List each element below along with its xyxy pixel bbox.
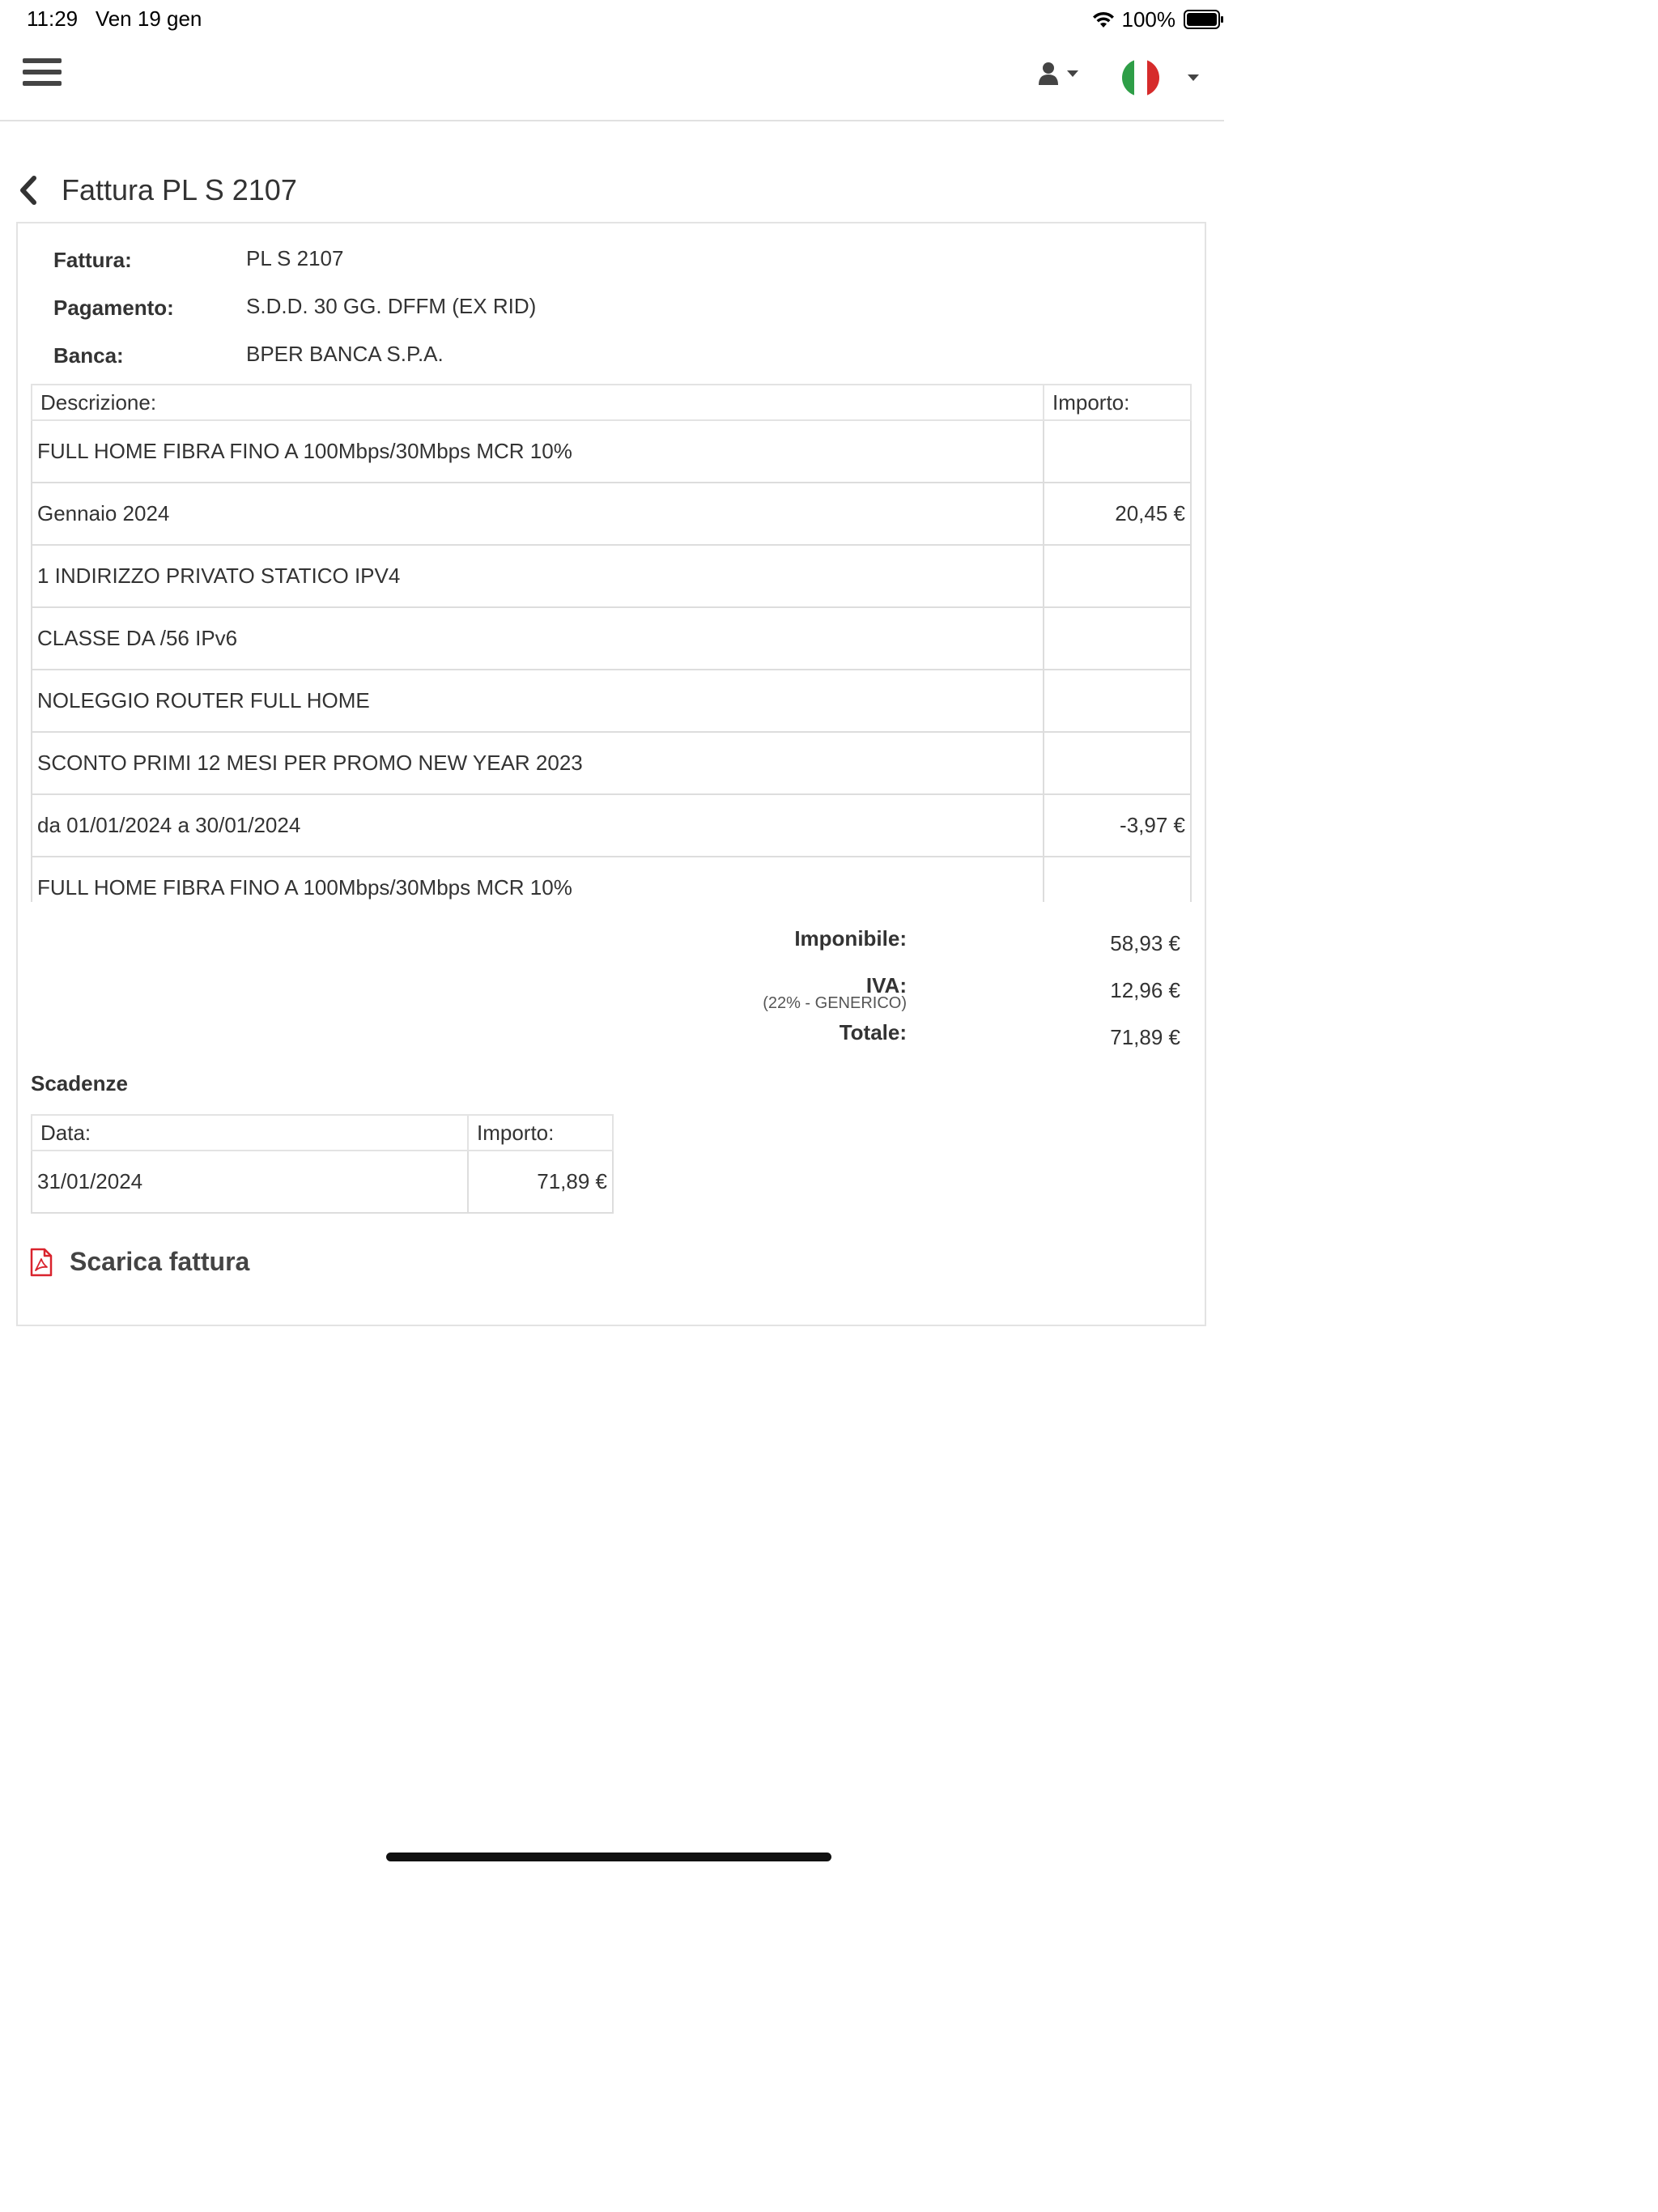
status-time: 11:29	[27, 6, 79, 31]
download-invoice-link[interactable]	[29, 1247, 249, 1277]
pdf-file-icon	[29, 1248, 53, 1277]
page-header	[18, 166, 297, 215]
status-indicators	[1091, 6, 1225, 32]
status-date: Ven 19 gen	[95, 6, 202, 31]
user-menu-button[interactable]	[1038, 62, 1078, 86]
table-row	[32, 732, 1191, 794]
items-table	[31, 384, 1192, 902]
table-row	[32, 420, 1191, 483]
item-amount	[1044, 732, 1191, 794]
item-description: CLASSE DA /56 IPv6	[32, 607, 1044, 670]
info-label: Banca:	[53, 343, 124, 368]
status-time-date	[27, 6, 202, 32]
due-date: 31/01/2024	[32, 1151, 468, 1213]
table-row	[32, 794, 1191, 857]
hamburger-icon[interactable]	[23, 58, 62, 91]
total-value: 71,89 €	[1110, 1025, 1180, 1049]
item-description: da 01/01/2024 a 30/01/2024	[32, 794, 1044, 857]
wifi-icon	[1091, 10, 1116, 29]
battery-percent: 100%	[1121, 6, 1175, 32]
due-dates-title: Scadenze	[31, 1071, 128, 1095]
page-title: Fattura PL S 2107	[62, 173, 297, 206]
item-description: FULL HOME FIBRA FINO A 100Mbps/30Mbps MCR 10%	[32, 857, 1044, 902]
table-header-row	[32, 385, 1191, 420]
invoice-panel	[16, 222, 1206, 1326]
table-row	[32, 670, 1191, 732]
item-description: NOLEGGIO ROUTER FULL HOME	[32, 670, 1044, 732]
vat-label: IVA:	[865, 973, 907, 998]
item-amount	[1044, 607, 1191, 670]
info-value: BPER BANCA S.P.A.	[246, 342, 444, 366]
taxable-label: Imponibile:	[794, 926, 907, 951]
item-description: Gennaio 2024	[32, 483, 1044, 545]
italy-flag-icon	[1121, 58, 1160, 97]
item-amount	[1044, 420, 1191, 483]
download-label: Scarica fattura	[70, 1247, 250, 1276]
table-row	[32, 545, 1191, 607]
table-row	[32, 857, 1191, 902]
vat-value: 12,96 €	[1110, 978, 1180, 1002]
info-label: Fattura:	[53, 248, 132, 272]
top-navbar	[0, 39, 1224, 121]
column-header-amount: Importo:	[468, 1115, 613, 1151]
chevron-left-icon[interactable]	[18, 174, 42, 206]
column-header-description: Descrizione:	[32, 385, 1044, 420]
table-header-row	[32, 1115, 613, 1151]
item-description: SCONTO PRIMI 12 MESI PER PROMO NEW YEAR 2023	[32, 732, 1044, 794]
total-label: Totale:	[839, 1020, 907, 1044]
column-header-amount: Importo:	[1044, 385, 1191, 420]
info-value: S.D.D. 30 GG. DFFM (EX RID)	[246, 294, 537, 318]
table-row	[32, 607, 1191, 670]
item-amount	[1044, 857, 1191, 902]
info-value: PL S 2107	[246, 246, 344, 270]
chevron-down-icon	[1188, 74, 1199, 81]
column-header-date: Data:	[32, 1115, 468, 1151]
item-amount	[1044, 545, 1191, 607]
due-amount: 71,89 €	[468, 1151, 613, 1213]
item-description: 1 INDIRIZZO PRIVATO STATICO IPV4	[32, 545, 1044, 607]
language-menu-button[interactable]	[1121, 58, 1199, 97]
battery-icon	[1184, 10, 1224, 29]
item-description: FULL HOME FIBRA FINO A 100Mbps/30Mbps MCR 10%	[32, 420, 1044, 483]
home-indicator[interactable]	[386, 1853, 831, 1861]
user-icon	[1038, 62, 1059, 86]
item-amount: -3,97 €	[1044, 794, 1191, 857]
info-label: Pagamento:	[53, 296, 174, 320]
table-row	[32, 1151, 613, 1213]
due-dates-table	[31, 1114, 614, 1214]
item-amount: 20,45 €	[1044, 483, 1191, 545]
taxable-value: 58,93 €	[1110, 931, 1180, 955]
vat-detail: (22% - GENERICO)	[763, 994, 907, 1012]
item-amount	[1044, 670, 1191, 732]
items-table-container[interactable]	[31, 384, 1192, 902]
chevron-down-icon	[1067, 70, 1078, 77]
status-bar	[0, 0, 1224, 39]
table-row	[32, 483, 1191, 545]
